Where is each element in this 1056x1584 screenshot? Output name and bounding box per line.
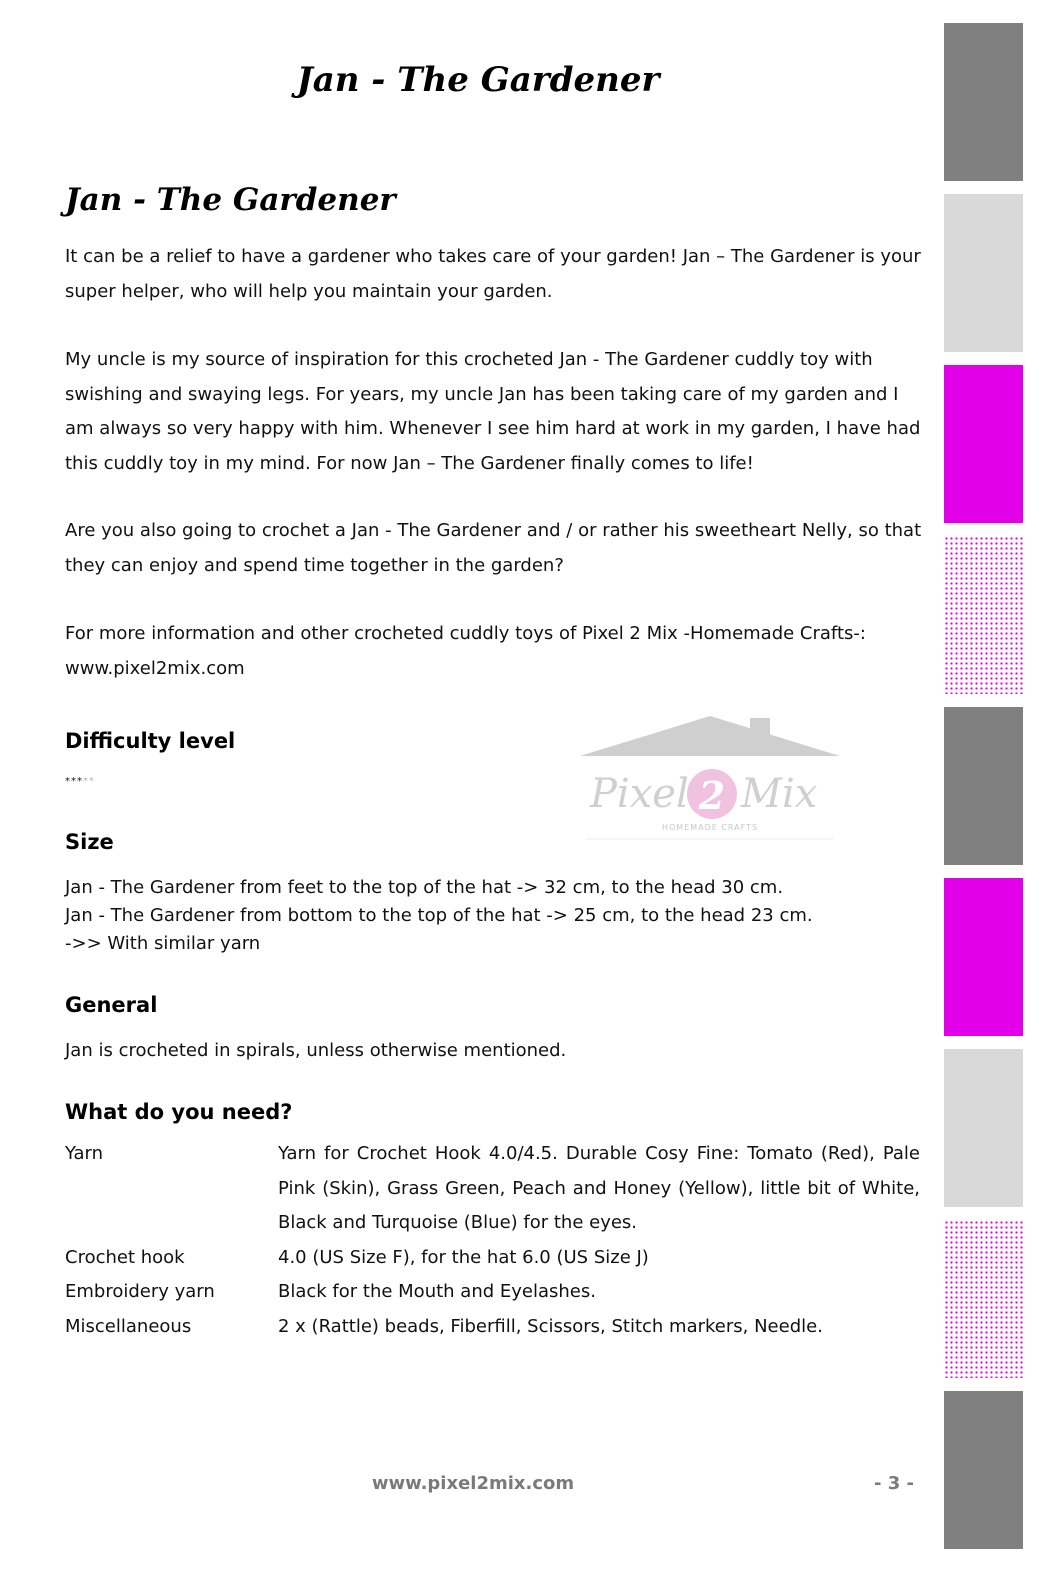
table-row bbox=[65, 1310, 920, 1345]
materials-table bbox=[65, 1137, 920, 1344]
color-sidebar bbox=[944, 23, 1023, 1562]
inspiration-paragraph: My uncle is my source of inspiration for this crocheted Jan - The Gardener cuddly toy with swishing and swaying legs. For years, my uncle Jan has been taking care of my garden and I am always so very happy with him. Whenever I see him hard at work in my garden, I have had this cuddly toy in my mind. For now Jan – The Gardener finally comes to life! bbox=[65, 349, 921, 474]
sidebar-block-magenta bbox=[944, 365, 1023, 523]
sidebar-block-dots bbox=[944, 536, 1023, 694]
material-label: Miscellaneous bbox=[65, 1315, 192, 1337]
nelly-paragraph: Are you also going to crochet a Jan - The Gardener and / or rather his sweetheart Nelly, so that they can enjoy and spend time together in the garden? bbox=[65, 520, 922, 576]
logo-word-left: Pixel bbox=[590, 771, 689, 817]
material-label: Yarn bbox=[65, 1143, 104, 1164]
sidebar-block-dark bbox=[944, 1391, 1023, 1549]
logo-word-right: Mix bbox=[741, 771, 818, 817]
material-label: Embroidery yarn bbox=[65, 1281, 215, 1302]
needs-heading: What do you need? bbox=[65, 1100, 293, 1124]
header-title: Jan - The Gardener bbox=[296, 60, 660, 100]
size-details bbox=[65, 874, 813, 958]
size-line: ->> With similar yarn bbox=[65, 933, 261, 954]
difficulty-stars-empty: ** bbox=[83, 776, 95, 787]
sidebar-block-light bbox=[944, 1049, 1023, 1207]
size-heading: Size bbox=[65, 830, 114, 854]
material-value: 2 x (Rattle) beads, Fiberfill, Scissors, Stitch markers, Needle. bbox=[278, 1315, 823, 1337]
table-row bbox=[65, 1241, 920, 1276]
intro-paragraph: It can be a relief to have a gardener who takes care of your garden! Jan – The Gardener is your super helper, who will help you maintain your garden. bbox=[65, 246, 921, 302]
house-logo-icon bbox=[578, 716, 842, 842]
difficulty-stars-filled: *** bbox=[65, 776, 83, 787]
material-label: Crochet hook bbox=[65, 1246, 185, 1268]
material-value: Yarn for Crochet Hook 4.0/4.5. Durable Cosy Fine: Tomato (Red), Pale Pink (Skin), Grass Green, Peach and Honey (Yellow), little bit of White, Black and Turquoise (Blue) for the eyes. bbox=[278, 1143, 920, 1233]
difficulty-rating bbox=[65, 776, 95, 787]
sidebar-block-dots bbox=[944, 1220, 1023, 1378]
logo-word-mid: 2 bbox=[698, 773, 726, 818]
pixel2mix-logo bbox=[578, 716, 842, 842]
general-heading: General bbox=[65, 993, 158, 1017]
sidebar-block-light bbox=[944, 194, 1023, 352]
footer-url[interactable]: www.pixel2mix.com bbox=[371, 1473, 575, 1494]
sidebar-block-magenta bbox=[944, 878, 1023, 1036]
difficulty-heading: Difficulty level bbox=[65, 729, 236, 753]
size-line: Jan - The Gardener from bottom to the top of the hat -> 25 cm, to the head 23 cm. bbox=[65, 905, 813, 926]
sidebar-block-dark bbox=[944, 707, 1023, 865]
more-info-paragraph: For more information and other crocheted cuddly toys of Pixel 2 Mix -Homemade Crafts-: www.pixel2mix.com bbox=[65, 623, 866, 679]
sidebar-block-dark bbox=[944, 23, 1023, 181]
size-line: Jan - The Gardener from feet to the top of the hat -> 32 cm, to the head 30 cm. bbox=[65, 877, 784, 898]
general-text: Jan is crocheted in spirals, unless otherwise mentioned. bbox=[65, 1040, 567, 1061]
page-number: - 3 - bbox=[874, 1473, 914, 1494]
logo-tagline: HOMEMADE CRAFTS bbox=[661, 823, 759, 832]
section-title: Jan - The Gardener bbox=[65, 182, 396, 218]
table-row bbox=[65, 1275, 920, 1310]
table-row bbox=[65, 1137, 920, 1241]
material-value: 4.0 (US Size F), for the hat 6.0 (US Size J) bbox=[278, 1246, 649, 1268]
material-value: Black for the Mouth and Eyelashes. bbox=[278, 1281, 596, 1302]
